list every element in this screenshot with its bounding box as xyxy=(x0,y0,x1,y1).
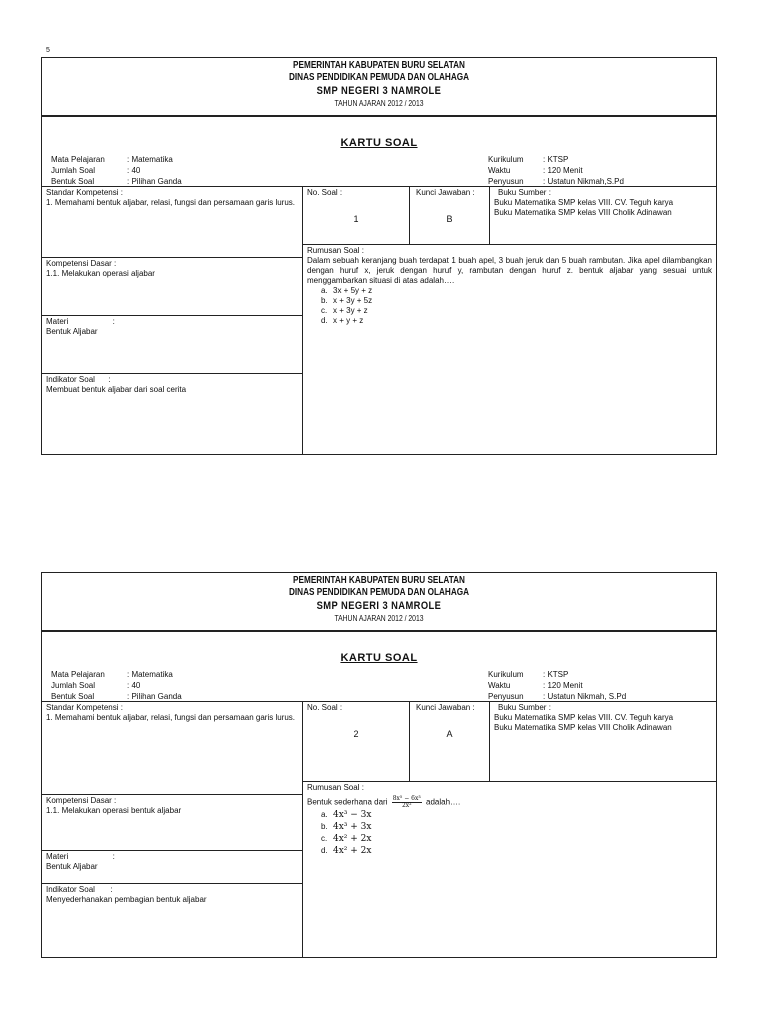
buku-sumber-item: Buku Matematika SMP kelas VIII Cholik Adinawan xyxy=(494,723,672,732)
question-suffix: adalah…. xyxy=(426,797,461,807)
standar-kompetensi-cell xyxy=(42,187,302,258)
info-time: Waktu : 120 Menit xyxy=(488,166,583,175)
card-info xyxy=(42,632,716,702)
answer-option-a: a. 4x³ − 3x xyxy=(321,810,372,820)
kunci-jawaban-label: Kunci Jawaban : xyxy=(416,188,475,197)
standar-kompetensi-text: 1. Memahami bentuk aljabar, relasi, fungsi dan persamaan garis lurus. xyxy=(46,713,296,722)
buku-sumber-item: Buku Matematika SMP kelas VIII. CV. Teguh karya xyxy=(494,713,674,722)
card-title: KARTU SOAL xyxy=(340,652,418,664)
answer-option-b: b. x + 3y + 5z xyxy=(321,296,373,305)
info-question-count: Jumlah Soal : 40 xyxy=(51,166,141,175)
answer-option-c: c. 4x² + 2x xyxy=(321,834,372,844)
info-subject: Mata Pelajaran : Matematika xyxy=(51,670,173,679)
question-card-1 xyxy=(41,57,717,455)
materi-cell xyxy=(42,316,302,374)
kunci-jawaban-label: Kunci Jawaban : xyxy=(416,703,475,712)
header-department: DINAS PENDIDIKAN PEMUDA DAN OLAHAGA xyxy=(288,587,470,598)
left-info xyxy=(51,669,182,702)
header-government: PEMERINTAH KABUPATEN BURU SELATAN xyxy=(293,60,465,71)
indikator-cell xyxy=(42,374,302,454)
fraction-denominator: 2x² xyxy=(401,802,412,809)
answer-option-a: a. 3x + 5y + z xyxy=(321,286,373,295)
standar-kompetensi-text: 1. Memahami bentuk aljabar, relasi, fungsi dan persamaan garis lurus. xyxy=(46,198,296,207)
card-header xyxy=(42,573,716,632)
header-academic-year: TAHUN AJARAN 2012 / 2013 xyxy=(334,99,424,108)
info-time: Waktu : 120 Menit xyxy=(488,681,583,690)
info-question-type: Bentuk Soal : Pilihan Ganda xyxy=(51,177,182,186)
card-info xyxy=(42,117,716,187)
kompetensi-dasar-text: 1.1. Melakukan operasi aljabar xyxy=(46,269,155,278)
fraction-numerator: 8x⁵ − 6x³ xyxy=(392,795,421,802)
question-fraction xyxy=(392,796,422,809)
no-soal-value: 2 xyxy=(353,729,359,739)
indikator-text: Membuat bentuk aljabar dari soal cerita xyxy=(46,385,187,394)
kompetensi-dasar-label: Kompetensi Dasar : xyxy=(46,796,117,805)
info-author: Penyusun : Ustatun Nikmah,S.Pd xyxy=(488,177,624,186)
right-info xyxy=(488,669,626,702)
card-grid xyxy=(42,187,716,454)
kompetensi-dasar-cell xyxy=(42,795,302,851)
right-info xyxy=(488,154,624,187)
buku-sumber-cell xyxy=(489,187,716,245)
materi-cell xyxy=(42,851,302,884)
answer-option-b: b. 4x³ + 3x xyxy=(321,822,372,832)
buku-sumber-cell xyxy=(489,702,716,782)
rumusan-soal-cell xyxy=(302,245,716,454)
no-soal-label: No. Soal : xyxy=(307,188,343,197)
header-department: DINAS PENDIDIKAN PEMUDA DAN OLAHAGA xyxy=(288,72,470,83)
rumusan-soal-label: Rumusan Soal : xyxy=(307,246,364,255)
no-soal-label: No. Soal : xyxy=(307,703,343,712)
info-question-count: Jumlah Soal : 40 xyxy=(51,681,141,690)
no-soal-value: 1 xyxy=(353,214,359,224)
header-government: PEMERINTAH KABUPATEN BURU SELATAN xyxy=(293,575,465,586)
answer-option-c: c. x + 3y + z xyxy=(321,306,368,315)
no-soal-cell xyxy=(302,187,409,245)
indikator-cell xyxy=(42,884,302,957)
info-question-type: Bentuk Soal : Pilihan Ganda xyxy=(51,692,182,701)
info-subject: Mata Pelajaran : Matematika xyxy=(51,155,173,164)
question-prefix: Bentuk sederhana dari xyxy=(307,797,388,807)
kompetensi-dasar-label: Kompetensi Dasar : xyxy=(46,259,117,268)
buku-sumber-label: Buku Sumber : xyxy=(498,188,551,197)
question-card-2 xyxy=(41,572,717,958)
kunci-jawaban-cell xyxy=(409,702,489,782)
standar-kompetensi-cell xyxy=(42,702,302,795)
buku-sumber-item: Buku Matematika SMP kelas VIII Cholik Adinawan xyxy=(494,208,672,217)
answer-option-d: d. 4x² + 2x xyxy=(321,846,372,856)
materi-label: Materi : xyxy=(46,852,115,861)
info-author: Penyusun : Ustatun Nikmah, S.Pd xyxy=(488,692,627,701)
standar-kompetensi-label: Standar Kompetensi : xyxy=(46,188,123,197)
answer-option-d: d. x + y + z xyxy=(321,316,364,325)
indikator-label: Indikator Soal : xyxy=(46,885,113,894)
no-soal-cell xyxy=(302,702,409,782)
kunci-jawaban-cell xyxy=(409,187,489,245)
kompetensi-dasar-cell xyxy=(42,258,302,316)
buku-sumber-item: Buku Matematika SMP kelas VIII. CV. Teguh karya xyxy=(494,198,674,207)
question-text xyxy=(307,796,712,809)
rumusan-soal-cell xyxy=(302,782,716,957)
kompetensi-dasar-text: 1.1. Melakukan operasi bentuk aljabar xyxy=(46,806,182,815)
materi-label: Materi : xyxy=(46,317,115,326)
info-curriculum: Kurikulum : KTSP xyxy=(488,155,569,164)
rumusan-soal-label: Rumusan Soal : xyxy=(307,783,364,792)
card-header xyxy=(42,58,716,117)
indikator-label: Indikator Soal : xyxy=(46,375,111,384)
info-curriculum: Kurikulum : KTSP xyxy=(488,670,569,679)
card-title: KARTU SOAL xyxy=(340,137,418,149)
left-info xyxy=(51,154,182,187)
card-grid xyxy=(42,702,716,957)
materi-text: Bentuk Aljabar xyxy=(46,862,98,871)
header-school: SMP NEGERI 3 NAMROLE xyxy=(316,85,442,97)
kunci-jawaban-value: B xyxy=(446,214,453,224)
question-text: Dalam sebuah keranjang buah terdapat 1 buah apel, 3 buah jeruk dan 5 buah rambutan. Jika apel dilambangkan dengan huruf x, jeruk dengan huruf y, rambutan dengan huruf z. bentuk aljabar yang sesuai untuk menggambarkan situasi di atas adalah…. xyxy=(307,256,712,285)
header-academic-year: TAHUN AJARAN 2012 / 2013 xyxy=(334,614,424,623)
indikator-text: Menyederhanakan pembagian bentuk aljabar xyxy=(46,895,207,904)
header-school: SMP NEGERI 3 NAMROLE xyxy=(316,600,442,612)
page-number: 5 xyxy=(46,47,50,54)
buku-sumber-label: Buku Sumber : xyxy=(498,703,551,712)
materi-text: Bentuk Aljabar xyxy=(46,327,98,336)
kunci-jawaban-value: A xyxy=(446,729,453,739)
standar-kompetensi-label: Standar Kompetensi : xyxy=(46,703,123,712)
